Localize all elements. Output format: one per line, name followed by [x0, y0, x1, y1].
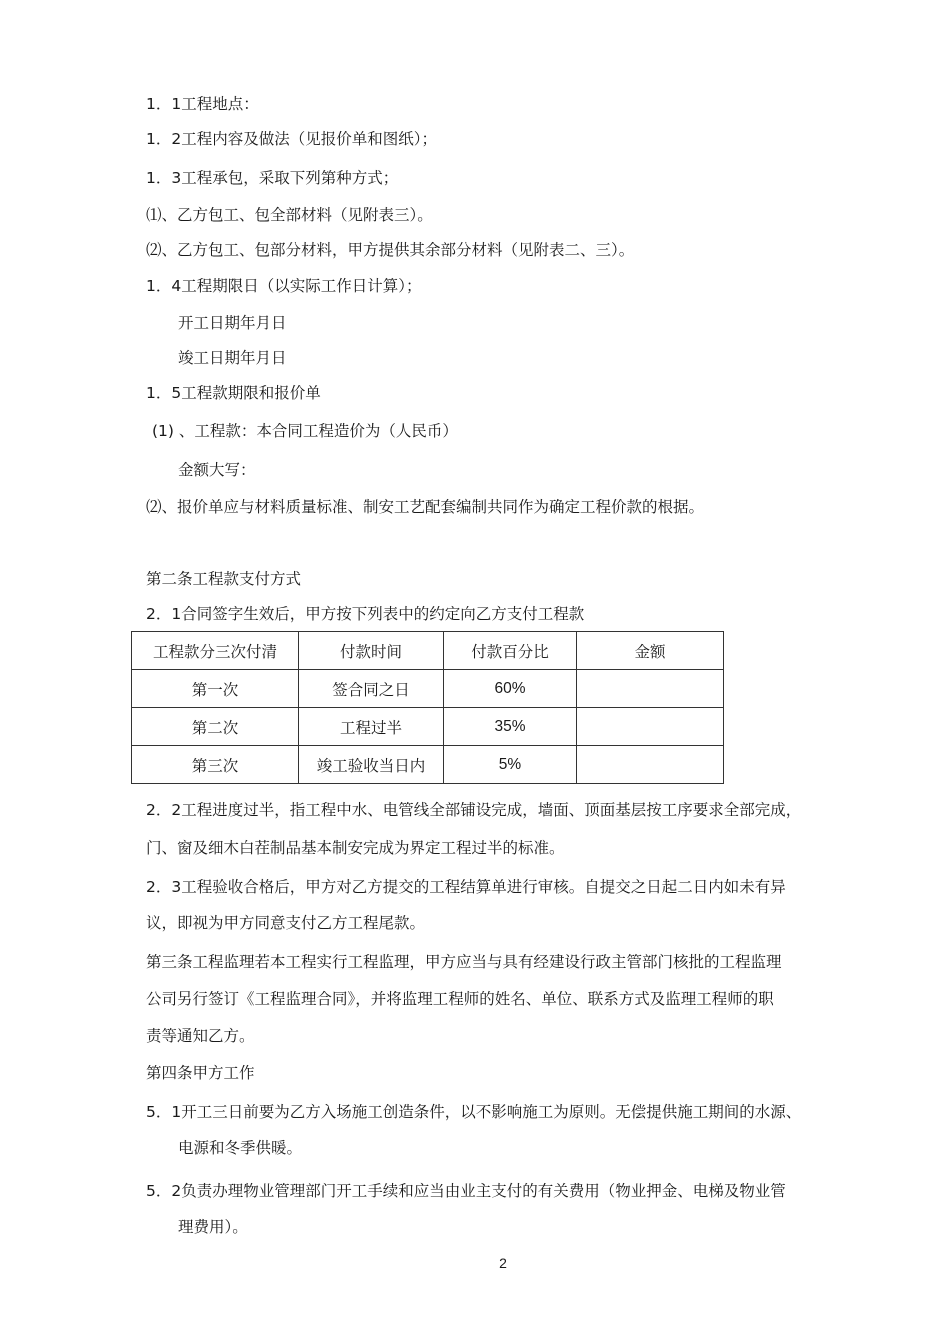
- article-2-heading: 第二条工程款支付方式: [146, 570, 302, 588]
- table-row: [132, 708, 724, 746]
- clause-2-3: 2．3工程验收合格后，甲方对乙方提交的工程结算单进行审核。自提交之日起二日内如未有异: [146, 878, 786, 896]
- table-cell: [577, 670, 724, 708]
- clause-1-1: 1．1工程地点：: [146, 95, 259, 113]
- completion-date: 竣工日期年月日: [178, 349, 287, 367]
- clause-1-3-option-2: ⑵、乙方包工、包部分材料，甲方提供其余部分材料（见附表二、三）。: [146, 241, 635, 259]
- table-header-cell: 付款时间: [299, 632, 444, 670]
- table-cell: 第二次: [132, 708, 299, 746]
- article-3-cont-1: 公司另行签订《工程监理合同》，并将监理工程师的姓名、单位、联系方式及监理工程师的职: [146, 990, 774, 1008]
- clause-1-3: 1．3工程承包，采取下列第种方式；: [146, 169, 399, 187]
- table-cell: 60%: [444, 670, 577, 708]
- table-cell: 签合同之日: [299, 670, 444, 708]
- amount-in-words: 金额大写：: [178, 461, 256, 479]
- table-cell: 第三次: [132, 746, 299, 784]
- table-row: [132, 746, 724, 784]
- table-header-cell: 金额: [577, 632, 724, 670]
- table-header-cell: 付款百分比: [444, 632, 577, 670]
- clause-2-1: 2．1合同签字生效后，甲方按下列表中的约定向乙方支付工程款: [146, 605, 585, 623]
- table-cell: [577, 708, 724, 746]
- table-cell: 工程过半: [299, 708, 444, 746]
- clause-1-5-item-2: ⑵、报价单应与材料质量标准、制安工艺配套编制共同作为确定工程价款的根据。: [146, 498, 705, 516]
- payment-table: [131, 631, 724, 784]
- clause-1-2: 1．2工程内容及做法（见报价单和图纸）；: [146, 130, 437, 148]
- start-date: 开工日期年月日: [178, 314, 287, 332]
- clause-5-1-cont: 电源和冬季供暖。: [178, 1139, 303, 1157]
- page-number: 2: [499, 1255, 507, 1271]
- table-row: [132, 670, 724, 708]
- clause-1-3-option-1: ⑴、乙方包工、包全部材料（见附表三）。: [146, 206, 433, 224]
- table-cell: 5%: [444, 746, 577, 784]
- article-3-heading: 第三条工程监理若本工程实行工程监理，甲方应当与具有经建设行政主管部门核批的工程监理: [146, 953, 782, 971]
- clause-5-2-cont: 理费用）。: [178, 1218, 248, 1236]
- clause-1-5: 1．5工程款期限和报价单: [146, 384, 321, 402]
- clause-1-4: 1．4工程期限日（以实际工作日计算）；: [146, 277, 422, 295]
- clause-2-2-cont: 门、窗及细木白茬制品基本制安完成为界定工程过半的标准。: [146, 839, 565, 857]
- table-cell: [577, 746, 724, 784]
- clause-2-3-cont: 议，即视为甲方同意支付乙方工程尾款。: [146, 914, 426, 932]
- clause-2-2: 2．2工程进度过半，指工程中水、电管线全部铺设完成，墙面、顶面基层按工序要求全部完成，: [146, 801, 802, 819]
- clause-1-5-item-1: (1) 、工程款：本合同工程造价为（人民币）: [152, 422, 458, 440]
- article-3-cont-2: 责等通知乙方。: [146, 1027, 255, 1045]
- table-header-row: [132, 632, 724, 670]
- table-cell: 竣工验收当日内: [299, 746, 444, 784]
- clause-5-1: 5．1开工三日前要为乙方入场施工创造条件，以不影响施工为原则。无偿提供施工期间的水源、: [146, 1103, 802, 1121]
- clause-5-2: 5．2负责办理物业管理部门开工手续和应当由业主支付的有关费用（物业押金、电梯及物业管: [146, 1182, 786, 1200]
- table-cell: 第一次: [132, 670, 299, 708]
- table-header-cell: 工程款分三次付清: [132, 632, 299, 670]
- table-cell: 35%: [444, 708, 577, 746]
- article-4-heading: 第四条甲方工作: [146, 1064, 255, 1082]
